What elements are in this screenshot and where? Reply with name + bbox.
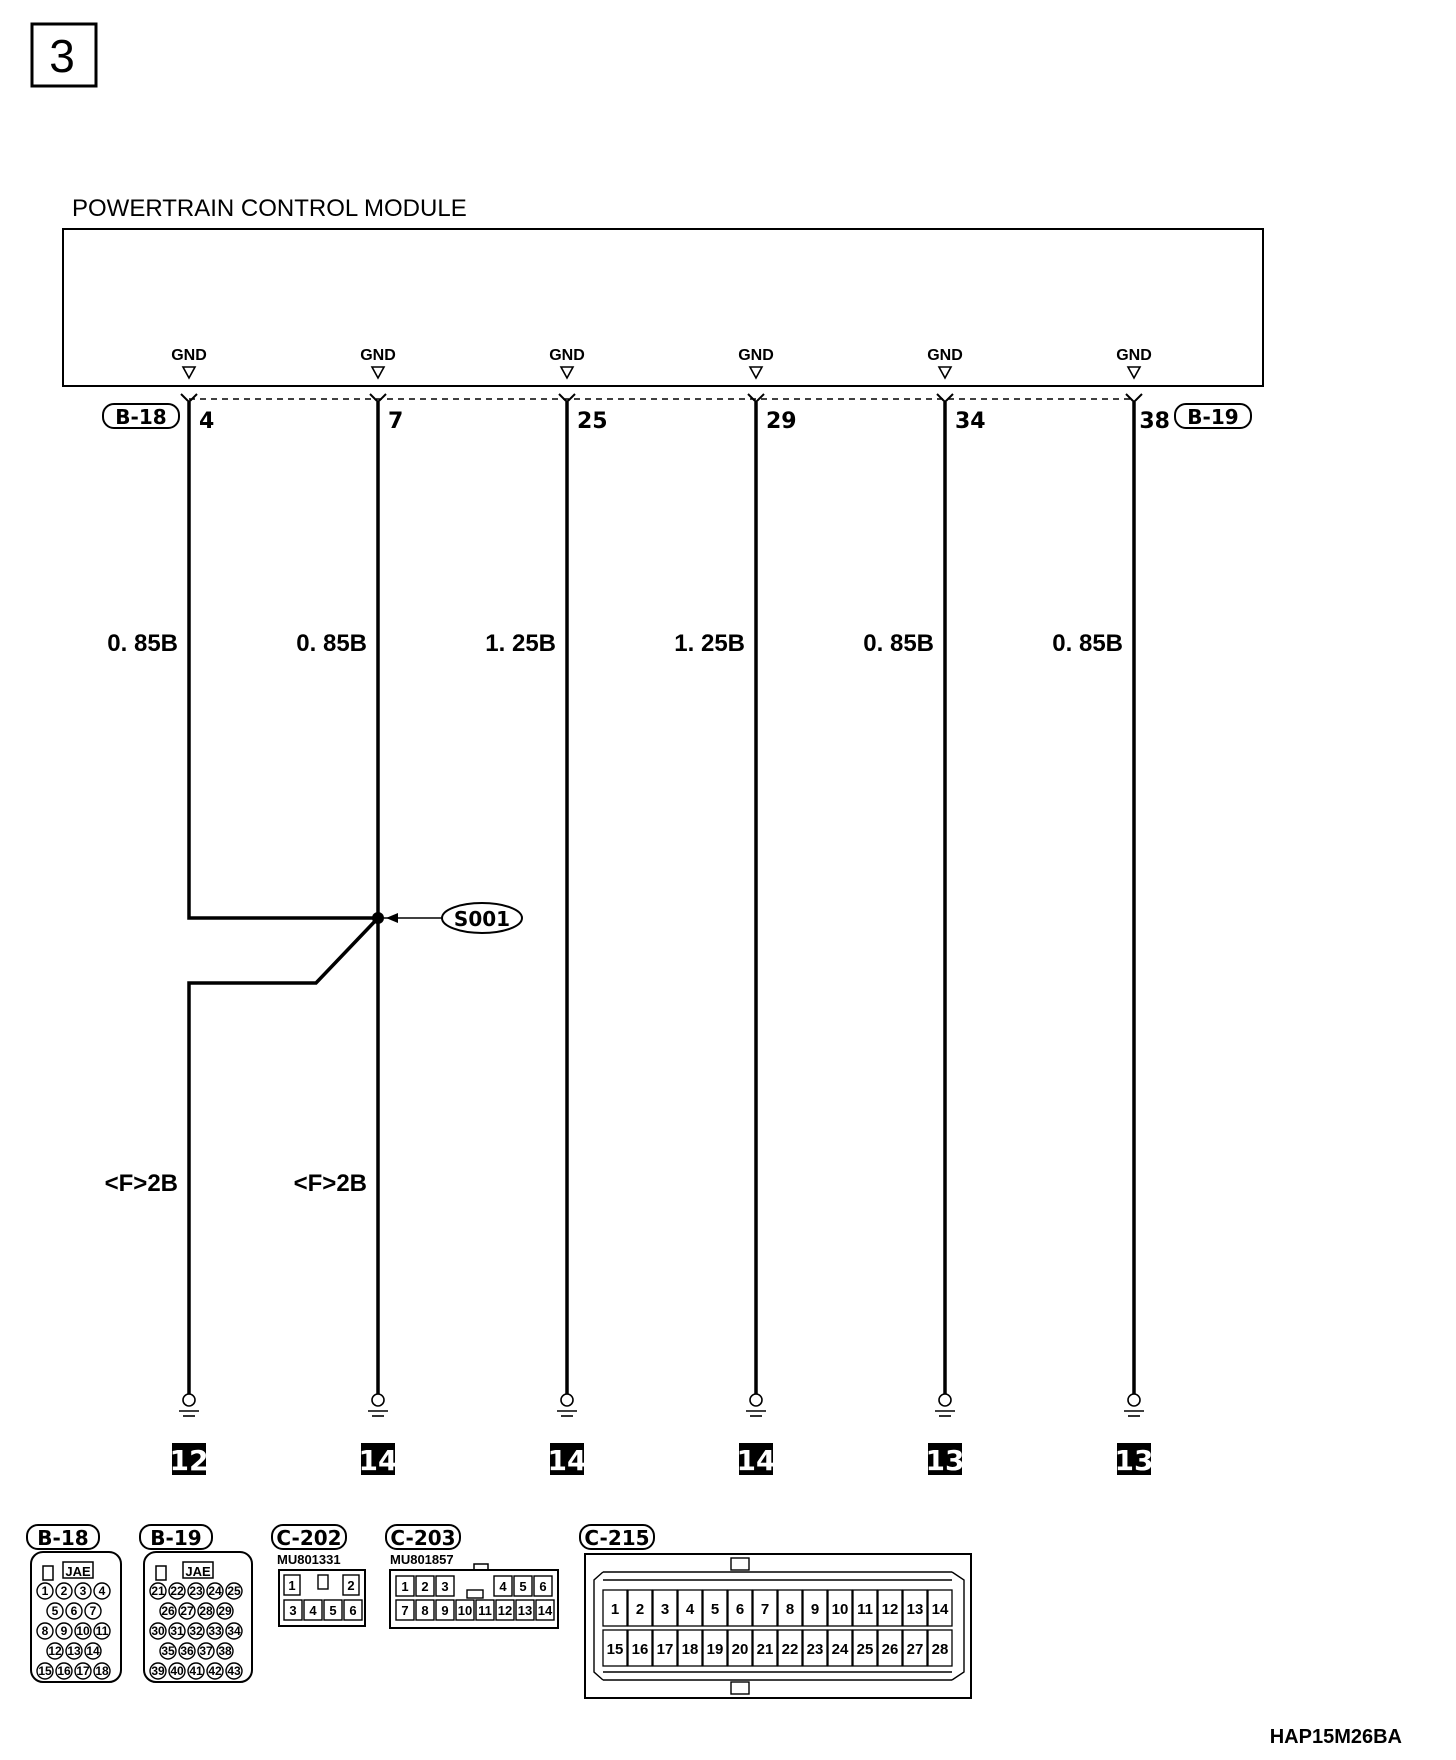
svg-text:23: 23	[189, 1584, 203, 1598]
wire-spec-pin-4: 0. 85B	[107, 630, 178, 657]
svg-text:18: 18	[95, 1664, 109, 1678]
ground-icon	[935, 1394, 955, 1416]
svg-text:4: 4	[499, 1579, 507, 1594]
svg-text:14: 14	[931, 1601, 949, 1618]
svg-text:37: 37	[199, 1644, 213, 1658]
ground-point-numbers	[170, 1444, 1154, 1477]
svg-text:24: 24	[831, 1641, 849, 1658]
gnd-label-pin-38: GND	[1116, 347, 1152, 364]
svg-text:14: 14	[86, 1644, 100, 1658]
pin-numbers	[199, 409, 1170, 434]
connector-b18-label: B-18	[115, 405, 167, 429]
svg-text:16: 16	[57, 1664, 71, 1678]
svg-text:8: 8	[41, 1624, 49, 1638]
pin-number-25: 25	[577, 409, 608, 434]
pin-number-7: 7	[388, 409, 404, 434]
svg-text:7: 7	[401, 1603, 409, 1618]
svg-text:13: 13	[67, 1644, 81, 1658]
c215-title: C-215	[584, 1526, 650, 1550]
wire-spec-pin-38: 0. 85B	[1052, 630, 1123, 657]
wire-spec-pin-34: 0. 85B	[863, 630, 934, 657]
connector-c203-detail	[386, 1525, 558, 1628]
svg-text:1: 1	[610, 1601, 620, 1618]
svg-text:2: 2	[421, 1579, 429, 1594]
gnd-label-pin-7: GND	[360, 347, 396, 364]
ground-point-pin-7: 14	[358, 1444, 398, 1477]
gnd-label-pin-34: GND	[927, 347, 963, 364]
svg-text:22: 22	[781, 1641, 799, 1658]
ground-point-pin-34: 13	[925, 1444, 965, 1477]
svg-text:25: 25	[856, 1641, 874, 1658]
splice-point	[372, 912, 384, 924]
svg-text:31: 31	[170, 1624, 184, 1638]
svg-text:30: 30	[151, 1624, 165, 1638]
svg-text:3: 3	[79, 1584, 87, 1598]
svg-text:21: 21	[756, 1641, 774, 1658]
gnd-label-pin-29: GND	[738, 347, 774, 364]
svg-text:14: 14	[537, 1603, 553, 1618]
ground-icon	[1124, 1394, 1144, 1416]
pin-number-4: 4	[199, 409, 215, 434]
gnd-label-pin-4: GND	[171, 347, 207, 364]
svg-text:33: 33	[208, 1624, 222, 1638]
svg-text:6: 6	[735, 1601, 745, 1618]
ground-point-pin-38: 13	[1114, 1444, 1154, 1477]
c203-part: MU801857	[390, 1552, 454, 1567]
connector-c215-detail	[580, 1525, 971, 1698]
svg-text:42: 42	[208, 1664, 222, 1678]
gnd-triangles	[183, 367, 1140, 378]
b18-title: B-18	[37, 1526, 89, 1550]
ground-icon	[368, 1394, 388, 1416]
svg-text:38: 38	[218, 1644, 232, 1658]
page-number: 3	[49, 30, 75, 82]
wire-spec-pin-7: 0. 85B	[296, 630, 367, 657]
svg-text:32: 32	[189, 1624, 203, 1638]
svg-text:4: 4	[685, 1601, 695, 1618]
svg-text:15: 15	[38, 1664, 52, 1678]
svg-text:2: 2	[635, 1601, 645, 1618]
svg-text:18: 18	[681, 1641, 699, 1658]
wire-pin-4-lower	[189, 918, 378, 1394]
wire-specs	[105, 630, 1123, 1197]
svg-text:26: 26	[881, 1641, 899, 1658]
svg-text:17: 17	[656, 1641, 674, 1658]
ground-point-badges	[169, 1443, 1151, 1477]
ground-icon	[179, 1394, 199, 1416]
svg-text:7: 7	[89, 1604, 97, 1618]
module-title: POWERTRAIN CONTROL MODULE	[72, 195, 467, 222]
svg-text:11: 11	[95, 1624, 109, 1638]
ground-point-pin-4: 12	[169, 1444, 209, 1477]
svg-text:34: 34	[227, 1624, 241, 1638]
svg-text:6: 6	[349, 1603, 357, 1618]
c202-title: C-202	[276, 1526, 342, 1550]
b18-maker: JAE	[65, 1564, 91, 1579]
svg-text:27: 27	[906, 1641, 924, 1658]
svg-text:8: 8	[421, 1603, 429, 1618]
svg-text:2: 2	[347, 1578, 355, 1593]
svg-text:8: 8	[785, 1601, 795, 1618]
svg-text:5: 5	[329, 1603, 337, 1618]
c202-part: MU801331	[277, 1552, 341, 1567]
svg-text:12: 12	[48, 1644, 62, 1658]
powertrain-control-module-box	[63, 229, 1263, 386]
ground-icon	[557, 1394, 577, 1416]
svg-text:5: 5	[710, 1601, 720, 1618]
svg-text:7: 7	[760, 1601, 770, 1618]
svg-text:12: 12	[881, 1601, 899, 1618]
pin-number-29: 29	[766, 409, 797, 434]
svg-text:23: 23	[806, 1641, 824, 1658]
connector-b19-detail	[140, 1525, 252, 1682]
connector-c202-detail	[272, 1525, 365, 1626]
wires	[189, 402, 1134, 1394]
ground-icon	[746, 1394, 766, 1416]
svg-text:36: 36	[180, 1644, 194, 1658]
svg-text:35: 35	[161, 1644, 175, 1658]
svg-text:43: 43	[227, 1664, 241, 1678]
svg-text:13: 13	[517, 1603, 533, 1618]
svg-text:3: 3	[660, 1601, 670, 1618]
svg-text:27: 27	[180, 1604, 194, 1618]
svg-text:20: 20	[731, 1641, 749, 1658]
svg-text:9: 9	[60, 1624, 68, 1638]
svg-text:11: 11	[857, 1601, 873, 1618]
svg-text:25: 25	[227, 1584, 241, 1598]
svg-text:10: 10	[831, 1601, 849, 1618]
pin-number-38: 38	[1139, 409, 1170, 434]
svg-text:9: 9	[441, 1603, 449, 1618]
svg-text:17: 17	[76, 1664, 90, 1678]
splice-arrow-icon	[386, 913, 398, 923]
svg-text:2: 2	[60, 1584, 68, 1598]
svg-text:40: 40	[170, 1664, 184, 1678]
svg-text:13: 13	[906, 1601, 924, 1618]
pin-terminals	[181, 394, 1142, 402]
svg-text:5: 5	[519, 1579, 527, 1594]
svg-text:12: 12	[497, 1603, 513, 1618]
svg-text:22: 22	[170, 1584, 184, 1598]
svg-text:41: 41	[189, 1664, 203, 1678]
svg-text:28: 28	[199, 1604, 213, 1618]
connector-b18-detail	[27, 1525, 121, 1682]
gnd-label-pin-25: GND	[549, 347, 585, 364]
wire-pin-4-upper	[189, 402, 378, 918]
svg-text:16: 16	[631, 1641, 649, 1658]
svg-text:6: 6	[70, 1604, 78, 1618]
svg-text:1: 1	[41, 1584, 49, 1598]
wire-spec-pin-7-option: <F>2B	[293, 1170, 367, 1197]
svg-text:10: 10	[457, 1603, 473, 1618]
svg-text:39: 39	[151, 1664, 165, 1678]
ground-symbols	[179, 1394, 1144, 1416]
svg-text:3: 3	[441, 1579, 449, 1594]
splice-label: S001	[453, 907, 511, 931]
ground-point-pin-29: 14	[736, 1444, 776, 1477]
svg-text:4: 4	[309, 1603, 317, 1618]
svg-text:1: 1	[288, 1578, 296, 1593]
svg-text:11: 11	[478, 1603, 492, 1618]
svg-text:19: 19	[706, 1641, 724, 1658]
ground-point-pin-25: 14	[547, 1444, 587, 1477]
svg-text:26: 26	[161, 1604, 175, 1618]
svg-text:5: 5	[51, 1604, 59, 1618]
b19-maker: JAE	[185, 1564, 211, 1579]
svg-text:3: 3	[289, 1603, 297, 1618]
wire-spec-pin-29: 1. 25B	[674, 630, 745, 657]
figure-code: HAP15M26BA	[1269, 1726, 1402, 1748]
svg-text:9: 9	[810, 1601, 820, 1618]
svg-text:29: 29	[218, 1604, 232, 1618]
wire-spec-pin-25: 1. 25B	[485, 630, 556, 657]
svg-text:24: 24	[208, 1584, 222, 1598]
svg-text:21: 21	[151, 1584, 165, 1598]
svg-text:1: 1	[401, 1579, 409, 1594]
b19-title: B-19	[150, 1526, 202, 1550]
c203-title: C-203	[390, 1526, 456, 1550]
svg-text:4: 4	[98, 1584, 106, 1598]
svg-text:28: 28	[931, 1641, 949, 1658]
svg-text:10: 10	[76, 1624, 90, 1638]
gnd-pin-labels	[171, 347, 1152, 364]
connector-b19-label: B-19	[1187, 405, 1239, 429]
pin-number-34: 34	[955, 409, 986, 434]
wire-spec-pin-4-option: <F>2B	[104, 1170, 178, 1197]
svg-text:15: 15	[606, 1641, 624, 1658]
svg-text:6: 6	[539, 1579, 547, 1594]
